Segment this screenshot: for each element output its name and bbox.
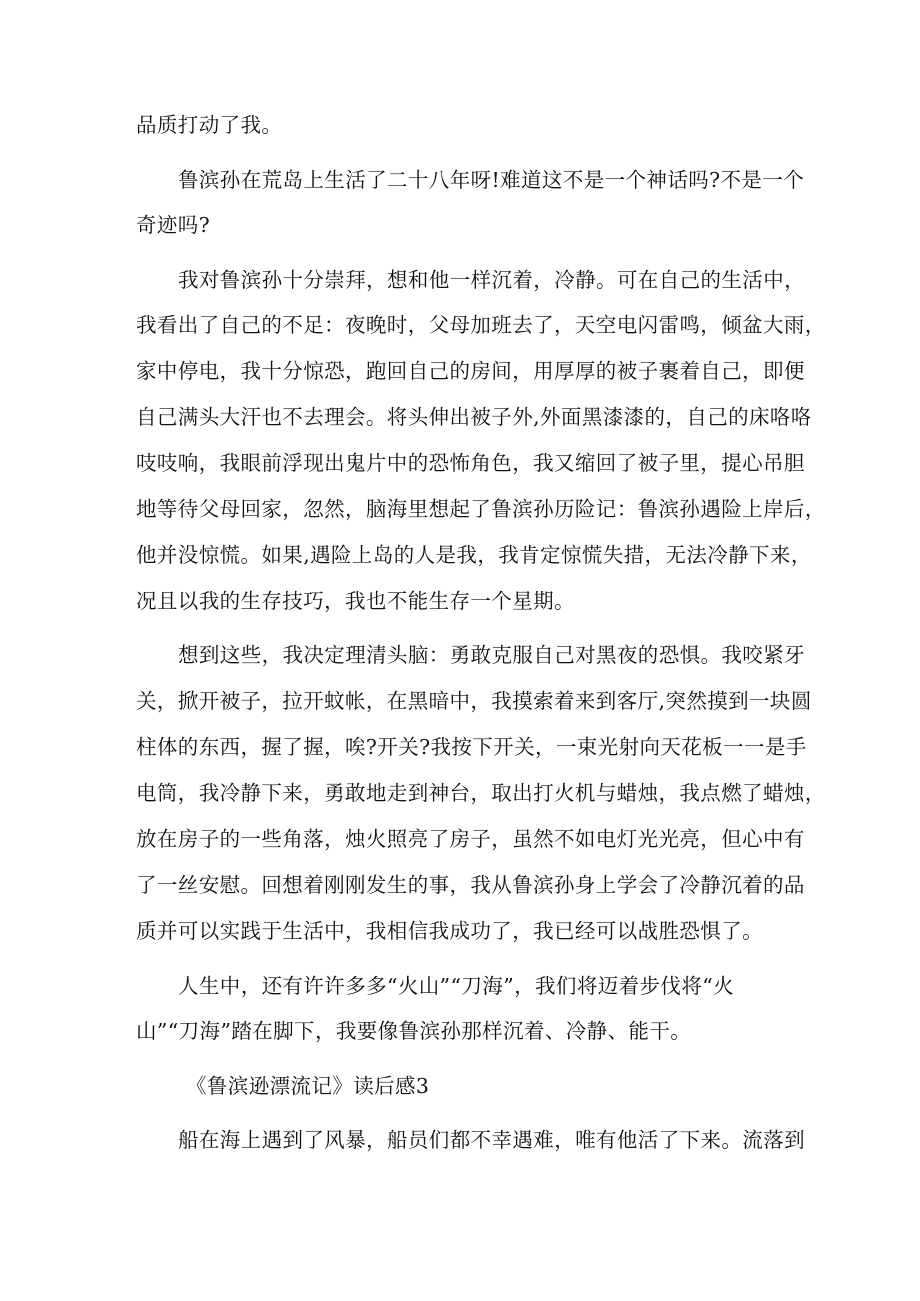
- text-line: 质并可以实践于生活中，我相信我成功了，我已经可以战胜恐惧了。: [136, 919, 763, 943]
- text-line: 放在房子的一些角落，烛火照亮了房子，虽然不如电灯光光亮，但心中有: [136, 827, 805, 851]
- text-line: 电筒，我冷静下来，勇敢地走到神台，取出打火机与蜡烛，我点燃了蜡烛，: [136, 781, 826, 805]
- text-line: 自己满头大汗也不去理会。将头伸出被子外,外面黑漆漆的，自己的床咯咯: [136, 405, 812, 429]
- text-line: 山”“刀海”踏在脚下，我要像鲁滨孙那样沉着、冷静、能干。: [136, 1019, 692, 1043]
- text-line: 况且以我的生存技巧，我也不能生存一个星期。: [136, 589, 575, 613]
- text-line: 我看出了自己的不足：夜晚时，父母加班去了，天空电闪雷鸣，倾盆大雨，: [136, 313, 826, 337]
- text-line: 船在海上遇到了风暴，船员们都不幸遇难，唯有他活了下来。流落到: [178, 1128, 805, 1152]
- text-line: 想到这些，我决定理清头脑：勇敢克服自己对黑夜的恐惧。我咬紧牙: [178, 643, 805, 667]
- text-line: 吱吱响，我眼前浮现出鬼片中的恐怖角色，我又缩回了被子里，提心吊胆: [136, 451, 805, 475]
- text-line: 柱体的东西，握了握，唉?开关?我按下开关，一束光射向天花板一一是手: [136, 735, 807, 759]
- section-heading: 《鲁滨逊漂流记》读后感3: [186, 1074, 430, 1098]
- text-line: 奇迹吗?: [136, 213, 211, 237]
- text-line: 地等待父母回家，忽然，脑海里想起了鲁滨孙历险记：鲁滨孙遇险上岸后，: [136, 497, 826, 521]
- text-line: 鲁滨孙在荒岛上生活了二十八年呀!难道这不是一个神话吗?不是一个: [178, 168, 805, 192]
- text-line: 关，掀开被子，拉开蚊帐，在黑暗中，我摸索着来到客厅,突然摸到一块圆: [136, 689, 812, 713]
- text-line: 人生中，还有许许多多“火山”“刀海”，我们将迈着步伐将“火: [178, 974, 734, 998]
- text-line: 品质打动了我。: [136, 113, 283, 137]
- text-line: 我对鲁滨孙十分崇拜，想和他一样沉着，冷静。可在自己的生活中，: [178, 268, 805, 292]
- text-line: 了一丝安慰。回想着刚刚发生的事，我从鲁滨孙身上学会了冷静沉着的品: [136, 873, 805, 897]
- text-line: 他并没惊慌。如果,遇险上岛的人是我，我肯定惊慌失措，无法冷静下来，: [136, 543, 812, 567]
- text-line: 家中停电，我十分惊恐，跑回自己的房间，用厚厚的被子裹着自己，即便: [136, 359, 805, 383]
